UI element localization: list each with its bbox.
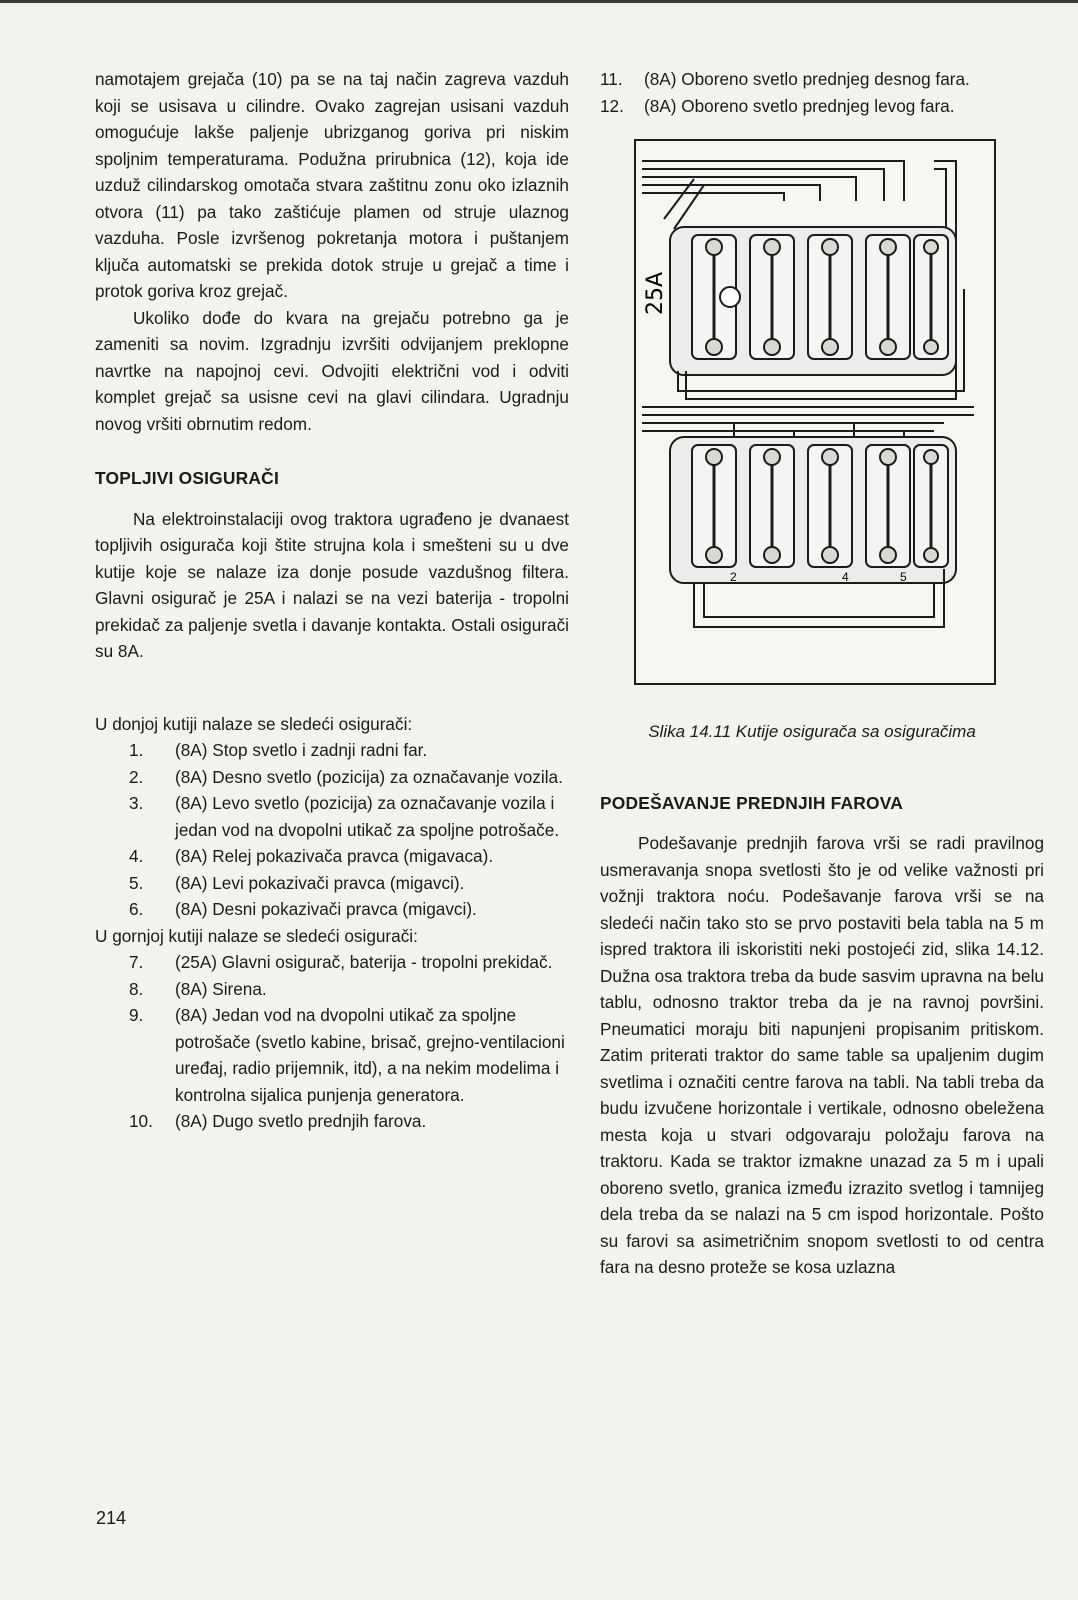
lower-box-intro: U donjoj kutiji nalaze se sledeći osigurači:	[95, 713, 413, 734]
upper-box-fuse-list-continued	[600, 66, 1044, 119]
lower-box-fuse-list	[95, 737, 569, 923]
list-item: 7. (25A) Glavni osigurač, baterija - tropolni prekidač.	[129, 952, 553, 972]
list-item: 12. (8A) Oboreno svetlo prednjeg levog fara.	[600, 95, 955, 116]
paragraph-heater: namotajem grejača (10) pa se na taj način zagreva vazduh koji se usisava u cilindre. Ovako zagrejan usisani vazduh omogućuje lakše paljenje ubrizganog goriva pri niskim spoljnim temperaturama. Podužna prirubnica (12), koja ide uzduž cilindarskog omotača stvara zaštitnu zonu oko izlaznih otvora (11) pa tako zaštićuje plamen od struje ulaznog vazduha. Posle izvršenog pokretanja motora i puštanjem ključa automatski se prekida dotok struje u grejač a time i protok goriva kroz grejač.	[95, 69, 569, 301]
paragraph-headlights: Podešavanje prednjih farova vrši se radi pravilnog usmeravanja snopa svetlosti što je od velike važnosti pri vožnji traktora noću. Podešavanje farova vrši se na sledeći način tako sto se prvo postaviti bela tabla na 5 m ispred traktora ili iskoristiti neki postojeći zid, slika 14.12. Dužna osa traktora treba da bude sasvim upravna na belu tablu, odnosno traktor treba da je na ravnoj površini. Pneumatici moraju biti napunjeni propisanim pritiskom. Zatim priterati traktor do same table sa upaljenim dugim svetlima i označiti centre farova na tabli. Na tabli treba da budu izvučene horizontale i vertikale, odnosno obeležena mesta koja u stvari odgovaraju položaju farova na traktoru. Kada se traktor izmakne unazad za 5 m i upali oboreno svetlo, granica između izrazito svetlog i tamnijeg dela treba da se nalazi na 5 cm ispod horizontale. Pošto su farovi sa asimetričnim snopom svetlosti to od centra fara na desno proteže se kosa uzlazna	[600, 833, 1044, 1277]
figure-frame	[635, 140, 995, 684]
list-item: 1. (8A) Stop svetlo i zadnji radni far.	[129, 740, 428, 760]
right-column	[600, 66, 1044, 1281]
list-item: 6. (8A) Desni pokazivači pravca (migavci).	[129, 899, 477, 919]
list-item: 3. (8A) Levo svetlo (pozicija) za označavanje vozila i jedan vod na dvopolni utikač za spoljne potrošače.	[129, 793, 560, 840]
page-number: 214	[96, 1508, 127, 1528]
figure-caption: Slika 14.11 Kutije osigurača sa osiguračima	[648, 722, 976, 741]
paragraph-heater-replacement: Ukoliko dođe do kvara na grejaču potrebno ga je zameniti sa novim. Izgradnju izvršiti odvijanjem preklopne navrtke na napojnoj cevi. Odvojiti električni vod i odviti komplet grejač sa usisne cevi na glavi cilindara. Ugradnju novog vršiti obrnutim redom.	[95, 307, 569, 434]
list-item: 8. (8A) Sirena.	[129, 978, 267, 999]
list-item: 11. (8A) Oboreno svetlo prednjeg desnog fara.	[600, 69, 970, 89]
list-item: 5. (8A) Levi pokazivači pravca (migavci).	[129, 872, 465, 893]
heading-fuses: TOPLJIVI OSIGURAČI	[95, 468, 279, 488]
lower-label-2: 2	[730, 570, 737, 584]
left-column	[95, 66, 569, 1135]
heading-headlights: PODEŠAVANJE PREDNJIH FAROVA	[600, 792, 904, 813]
fuse-box-diagram	[634, 139, 996, 685]
fuse-box-figure	[634, 139, 996, 685]
lower-label-4: 4	[842, 570, 849, 584]
label-25a: 25A	[643, 271, 668, 315]
page-top-edge	[0, 0, 1078, 3]
list-item: 2. (8A) Desno svetlo (pozicija) za označavanje vozila.	[129, 766, 563, 787]
list-item: 10. (8A) Dugo svetlo prednjih farova.	[129, 1111, 427, 1131]
paragraph-fuses: Na elektroinstalaciji ovog traktora ugrađeno je dvanaest topljivih osigurača koji štite strujna kola i smešteni su u dve kutije koje se nalaze iza donje posude vazdušnog filtera. Glavni osigurač je 25A i nalazi se na vezi baterija - tropolni prekidač za paljenje svetla i davanje kontakta. Ostali osigurači su 8A.	[95, 508, 569, 661]
main-fuse-link	[720, 287, 740, 307]
upper-box-intro: U gornjoj kutiji nalaze se sledeći osigurači:	[95, 925, 418, 946]
list-item: 4. (8A) Relej pokazivača pravca (migavaca).	[129, 846, 494, 866]
upper-box-fuse-list	[95, 949, 569, 1135]
lower-fuse-row	[692, 445, 948, 567]
list-item: 9. (8A) Jedan vod na dvopolni utikač za spoljne potrošače (svetlo kabine, brisač, grejno-ventilacioni uređaj, radio prijemnik, itd), a na nekim modelima i kontrolna sijalica punjenja generatora.	[129, 1005, 565, 1105]
lower-label-5: 5	[900, 570, 907, 584]
